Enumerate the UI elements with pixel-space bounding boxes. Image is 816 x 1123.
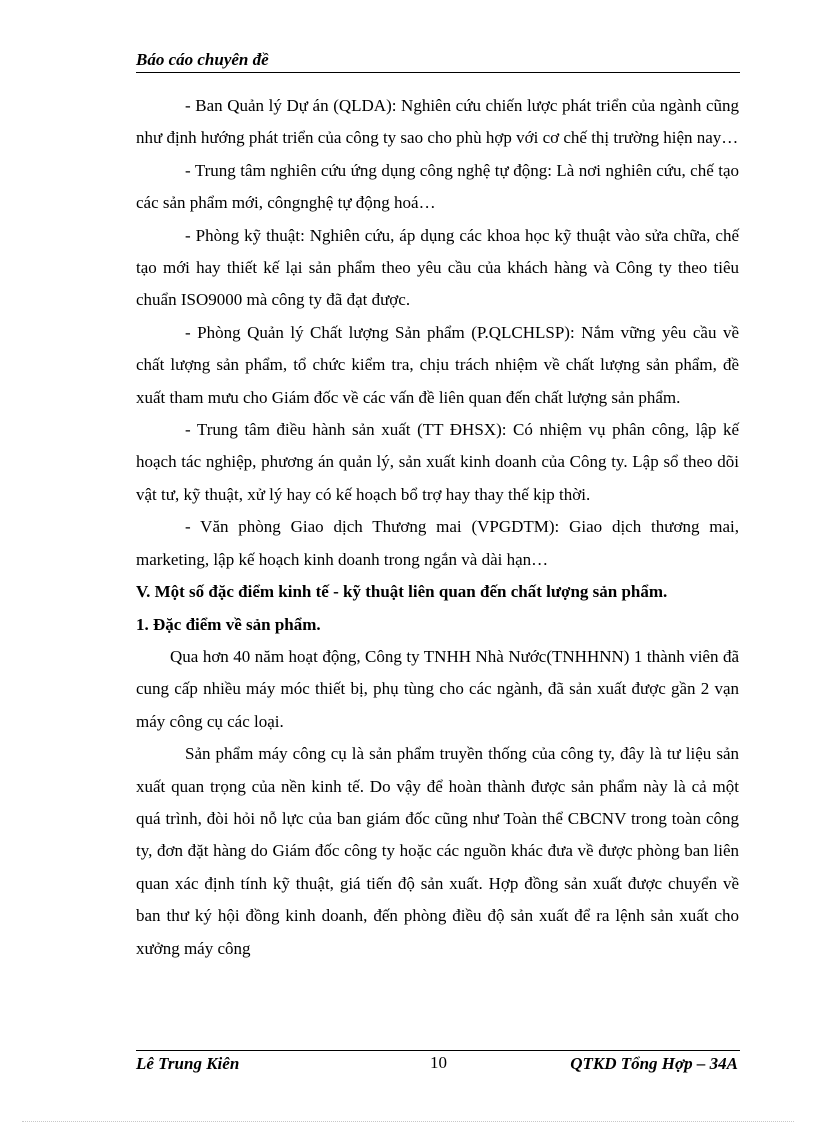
paragraph-qlda: - Ban Quản lý Dự án (QLDA): Nghiên cứu chiến lược phát triển của ngành cũng như định hướng phát triển của công ty sao cho phù hợp với cơ chế thị trường hiện nay… xyxy=(136,96,739,148)
paragraph-production-center: - Trung tâm điều hành sản xuất (TT ĐHSX): Có nhiệm vụ phân công, lập kế hoạch tác nghiệp, phương án quản lý, sản xuất kinh doanh của Công ty. Lập sổ theo dõi vật tư, kỹ thuật, xử lý hay có kế hoạch bổ trợ hay thay thế kịp thời. xyxy=(136,420,739,504)
paragraph-machine-tools: Sản phẩm máy công cụ là sản phẩm truyền thống của công ty, đây là tư liệu sản xuất quan trọng của nền kinh tế. Do vậy để hoàn thành được sản phẩm này là cả một quá trình, đòi hỏi nỗ lực của ban giám đốc cũng như Toàn thể CBCNV trong toàn công ty, đơn đặt hàng do Giám đốc công ty hoặc các nguồn khác đưa về được phòng ban liên quan xác định tính kỹ thuật, giá tiến độ sản xuất. Hợp đồng sản xuất được chuyển về ban thư ký hội đồng kinh doanh, đến phòng điều độ sản xuất để ra lệnh sản xuất cho xưởng máy công xyxy=(136,744,739,958)
document-body xyxy=(136,90,739,965)
subsection-heading: 1. Đặc điểm về sản phẩm. xyxy=(136,614,321,634)
page-number: 10 xyxy=(430,1053,447,1072)
paragraph-automation-center: - Trung tâm nghiên cứu ứng dụng công nghệ tự động: Là nơi nghiên cứu, chế tạo các sản phẩm mới, côngnghệ tự động hoá… xyxy=(136,160,739,213)
paragraph-quality-dept: - Phòng Quản lý Chất lượng Sản phẩm (P.QLCHLSP): Nắm vững yêu cầu về chất lượng sản phẩm, tổ chức kiểm tra, chịu trách nhiệm về chất lượng sản phẩm, đề xuất tham mưu cho Giám đốc về các vấn đề liên quan đến chất lượng sản phẩm. xyxy=(136,322,739,407)
footer-divider xyxy=(136,1050,740,1051)
page-header-title: Báo cáo chuyên đề xyxy=(136,50,269,69)
paragraph-trade-office: - Văn phòng Giao dịch Thương mai (VPGDTM): Giao dịch thương mai, marketing, lập kế hoạch kinh doanh trong ngắn và dài hạn… xyxy=(136,517,739,569)
section-heading: V. Một số đặc điểm kinh tế - kỹ thuật liên quan đến chất lượng sản phẩm. xyxy=(136,582,668,602)
footer-class-label: QTKD Tổng Hợp – 34A xyxy=(570,1054,738,1073)
page-bottom-edge xyxy=(22,1121,794,1122)
header-divider xyxy=(136,72,740,73)
paragraph-technical-dept: - Phòng kỹ thuật: Nghiên cứu, áp dụng các khoa học kỹ thuật vào sửa chữa, chế tạo mới hay thiết kế lại sản phẩm theo yêu cầu của khách hàng và Công ty theo tiêu chuẩn ISO9000 mà công ty đã đạt được. xyxy=(136,225,739,310)
paragraph-company-history: Qua hơn 40 năm hoạt động, Công ty TNHH Nhà Nước(TNHHNN) 1 thành viên đã cung cấp nhiều máy móc thiết bị, phụ tùng cho các ngành, đã sản xuất được gần 2 vạn máy công cụ các loại. xyxy=(136,646,739,731)
footer-author: Lê Trung Kiên xyxy=(136,1054,240,1073)
